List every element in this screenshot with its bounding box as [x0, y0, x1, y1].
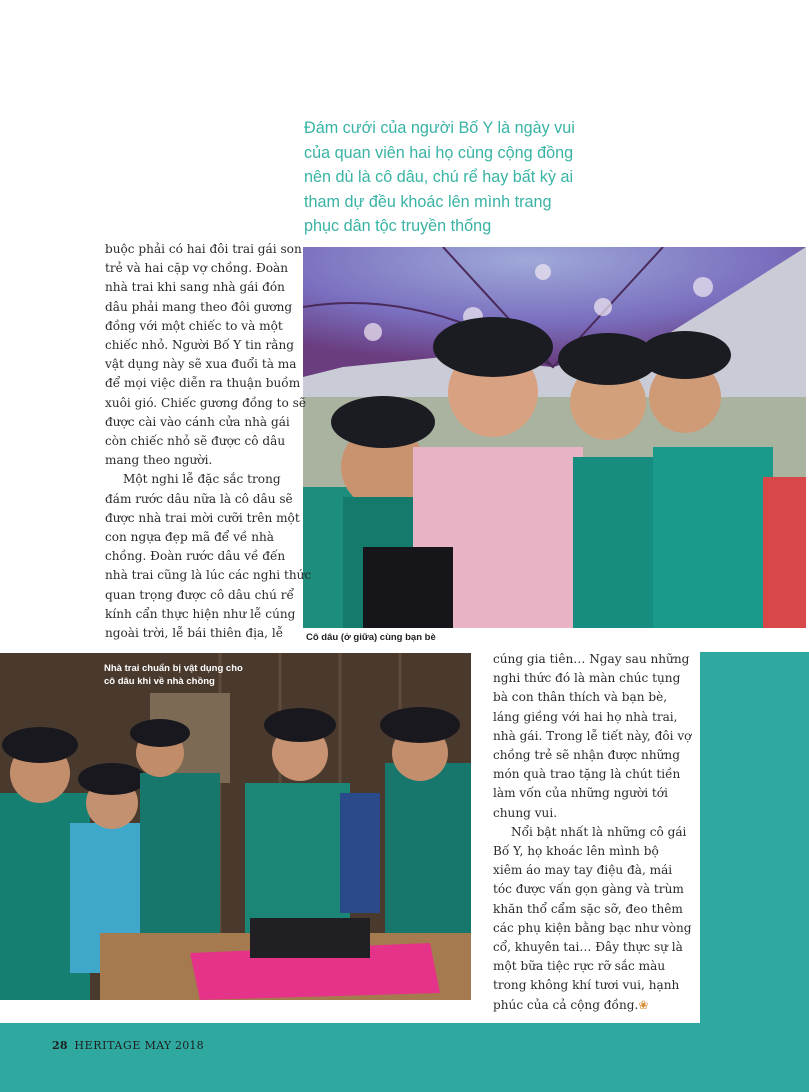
issue-date: MAY 2018 [144, 1039, 204, 1052]
text-line: tóc được vấn gọn gàng và trùm [493, 882, 684, 897]
footer-band [0, 1023, 809, 1092]
text-line: trong không khí tươi vui, hạnh [493, 978, 680, 993]
text-line: ngoài trời, lễ bái thiên địa, lễ [105, 626, 284, 641]
text-line: chung vui. [493, 805, 558, 820]
caption-line: Nhà trai chuẩn bị vật dụng cho [104, 663, 243, 674]
text-line: chồng trẻ sẽ nhận được những [493, 748, 680, 763]
teal-accent-panel [700, 652, 809, 1023]
pull-quote-line: nên dù là cô dâu, chú rể hay bất kỳ ai [304, 168, 574, 186]
text-line: nghi thức đó là màn chúc tụng [493, 671, 681, 686]
article-column-left [105, 240, 311, 643]
text-line: làm vốn của những người tới [493, 786, 668, 801]
magazine-name: HERITAGE [74, 1039, 141, 1052]
text-line: còn chiếc nhỏ sẽ được cô dâu [105, 434, 286, 449]
top-photo-caption: Cô dâu (ở giữa) cùng bạn bè [306, 632, 436, 643]
page-footer [52, 1039, 204, 1052]
text-line: Nổi bật nhất là những cô gái [511, 824, 687, 839]
text-line: nhà gái. Trong lễ tiết này, đôi vợ [493, 728, 692, 743]
text-line: được cài vào cánh cửa nhà gái [105, 414, 290, 429]
text-line: để mọi việc diễn ra thuận buồm [105, 376, 301, 391]
text-line: một bữa tiệc rực rỡ sắc màu [493, 959, 666, 974]
text-line: Bố Y, họ khoác lên mình bộ [493, 844, 659, 859]
pull-quote-line: phục dân tộc truyền thống [304, 217, 492, 235]
bride-photo-illustration [303, 247, 806, 628]
text-line: xiêm áo may tay điệu đà, mái [493, 863, 673, 878]
text-line: cúng gia tiên… Ngay sau những [493, 652, 690, 666]
preparing-items-photo [0, 653, 471, 1000]
pull-quote-line: tham dự đều khoác lên mình trang [304, 192, 552, 211]
text-line: nhà trai khi sang nhà gái đón [105, 280, 285, 295]
text-line: vật dụng này sẽ xua đuổi tà ma [105, 357, 297, 372]
text-line: con ngựa đẹp mã để về nhà [105, 530, 274, 545]
text-line: bà con thân thích và bạn bè, [493, 690, 668, 705]
page-number: 28 [52, 1039, 68, 1052]
caption-line: cô dâu khi về nhà chồng [104, 675, 215, 687]
text-line-last [493, 996, 692, 1015]
text-line: dâu phải mang theo đôi gương [105, 299, 293, 314]
pull-quote-line: của quan viên hai họ cùng cộng đồng [304, 143, 574, 162]
leaf-icon: ❀ [638, 997, 649, 1012]
text-line: kính cẩn thực hiện như lễ cúng [105, 606, 296, 621]
text-line: được nhà trai mời cưỡi trên một [105, 510, 300, 525]
text-line: chiếc nhỏ. Người Bố Y tin rằng [105, 338, 294, 353]
pull-quote-line: Đám cưới của người Bố Y là ngày vui [304, 119, 575, 137]
text-line: xuôi gió. Chiếc gương đồng to sẽ [105, 395, 306, 410]
text-line: cổ, khuyên tai… Đây thực sự là [493, 940, 683, 955]
bride-with-friends-photo [303, 247, 806, 628]
text-line: đám rước dâu nữa là cô dâu sẽ [105, 491, 293, 506]
text-line: các phụ kiện bằng bạc như vòng [493, 920, 692, 935]
text-line: món quà trao tặng là chút tiền [493, 767, 681, 782]
text-line: phúc của cả cộng đồng. [493, 997, 639, 1012]
preparing-photo-illustration [0, 653, 471, 1000]
text-line: quan trọng được cô dâu chú rể [105, 587, 295, 602]
text-line: đồng với một chiếc to và một [105, 318, 283, 333]
text-line: mang theo người. [105, 453, 213, 468]
bottom-photo-caption [104, 663, 243, 688]
text-line: láng giềng với hai họ nhà trai, [493, 709, 678, 724]
text-line: khăn thổ cẩm sặc sỡ, đeo thêm [493, 901, 683, 916]
text-line: chồng. Đoàn rước dâu về đến [105, 549, 286, 564]
article-column-right [493, 650, 692, 1015]
pull-quote [304, 116, 574, 239]
text-line: nhà trai cũng là lúc các nghi thức [105, 568, 312, 583]
text-line: trẻ và hai cặp vợ chồng. Đoàn [105, 261, 288, 276]
text-line: Một nghi lễ đặc sắc trong [123, 472, 281, 487]
text-line: buộc phải có hai đôi trai gái son [105, 242, 302, 256]
